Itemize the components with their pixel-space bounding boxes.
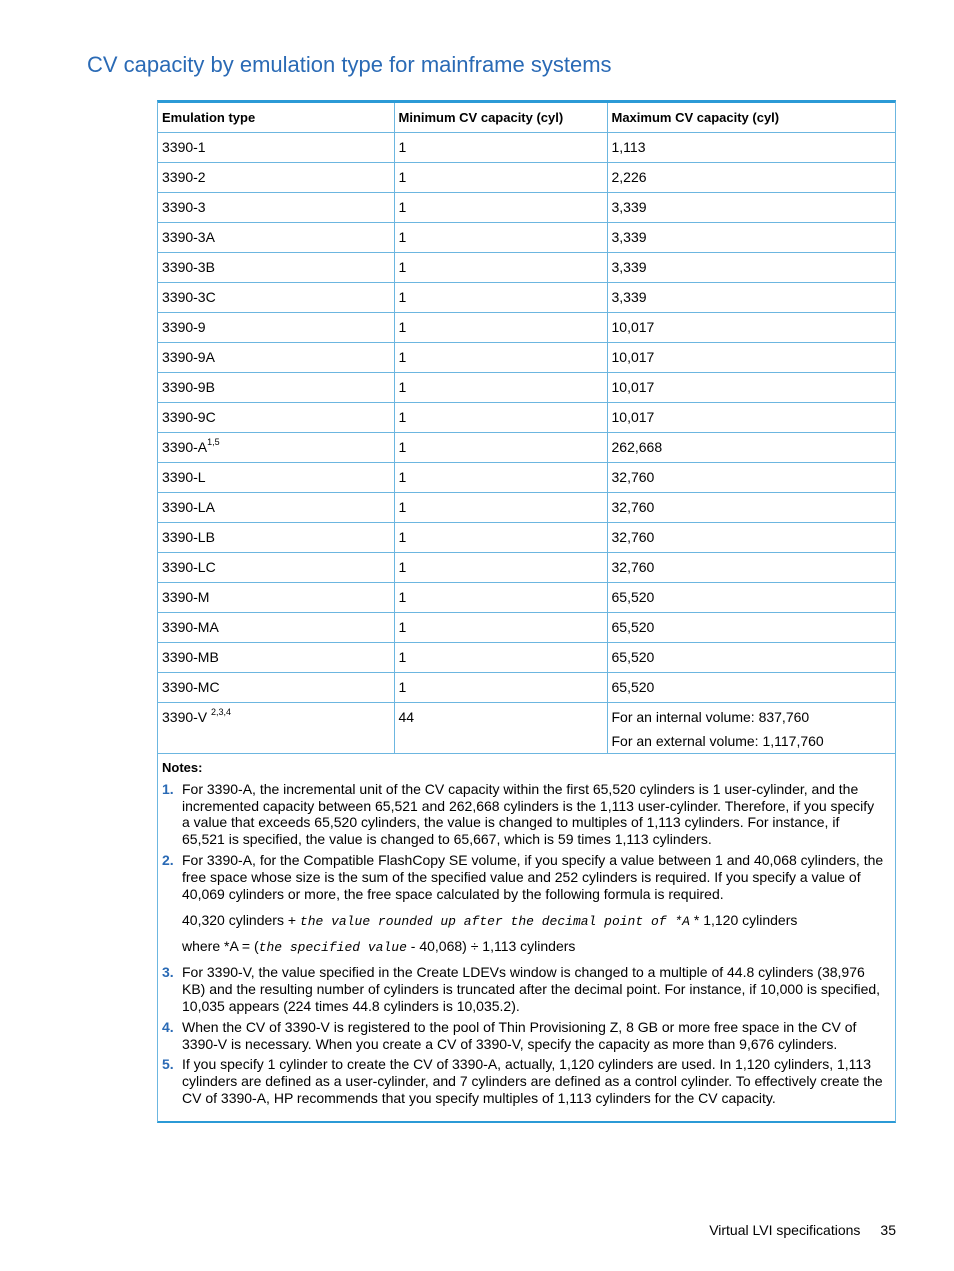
emulation-type-label: 3390-3A bbox=[162, 229, 215, 245]
cell-emulation-type bbox=[158, 643, 394, 673]
cell-emulation-type bbox=[158, 373, 394, 403]
table-row bbox=[158, 403, 895, 433]
cell-max-capacity: 10,017 bbox=[607, 343, 895, 373]
cell-min-capacity: 44 bbox=[394, 703, 607, 754]
cell-max-capacity: 10,017 bbox=[607, 403, 895, 433]
emulation-type-label: 3390-LC bbox=[162, 559, 216, 575]
emulation-type-label: 3390-9A bbox=[162, 349, 215, 365]
cell-max-capacity bbox=[607, 703, 895, 754]
table-row bbox=[158, 463, 895, 493]
footnote-ref: 2,3,4 bbox=[211, 707, 232, 717]
note-text: When the CV of 3390-V is registered to the pool of Thin Provisioning Z, 8 GB or more free space in the CV of 3390-V is necessary. When you create a CV of 3390-V, specify the capacity as more than 9,676 cylinders. bbox=[182, 1018, 857, 1052]
cell-emulation-type bbox=[158, 583, 394, 613]
cell-emulation-type bbox=[158, 223, 394, 253]
cell-emulation-type bbox=[158, 403, 394, 433]
note-number: 3. bbox=[162, 964, 174, 981]
note-number: 4. bbox=[162, 1018, 174, 1035]
table-row bbox=[158, 433, 895, 463]
table-row bbox=[158, 133, 895, 163]
cell-min-capacity: 1 bbox=[394, 673, 607, 703]
note-number: 1. bbox=[162, 780, 174, 797]
cell-max-capacity: 65,520 bbox=[607, 673, 895, 703]
table-row bbox=[158, 673, 895, 703]
emulation-type-label: 3390-3C bbox=[162, 289, 216, 305]
cell-max-capacity: 3,339 bbox=[607, 283, 895, 313]
cell-emulation-type bbox=[158, 163, 394, 193]
cell-max-capacity: 3,339 bbox=[607, 193, 895, 223]
cell-emulation-type bbox=[158, 133, 394, 163]
cell-min-capacity: 1 bbox=[394, 463, 607, 493]
emulation-type-label: 3390-1 bbox=[162, 139, 206, 155]
cell-emulation-type bbox=[158, 703, 394, 754]
cell-min-capacity: 1 bbox=[394, 553, 607, 583]
cell-min-capacity: 1 bbox=[394, 493, 607, 523]
table-row bbox=[158, 493, 895, 523]
table-row bbox=[158, 343, 895, 373]
emulation-type-label: 3390-9 bbox=[162, 319, 206, 335]
note-item bbox=[162, 1056, 885, 1106]
cell-emulation-type bbox=[158, 463, 394, 493]
cell-min-capacity: 1 bbox=[394, 193, 607, 223]
note-number: 2. bbox=[162, 851, 174, 868]
emulation-type-label: 3390-MA bbox=[162, 619, 219, 635]
cell-min-capacity: 1 bbox=[394, 343, 607, 373]
emulation-type-label: 3390-LA bbox=[162, 499, 215, 515]
cell-emulation-type bbox=[158, 313, 394, 343]
cell-max-capacity: 2,226 bbox=[607, 163, 895, 193]
page-number: 35 bbox=[880, 1222, 896, 1238]
formula-line bbox=[182, 934, 885, 960]
emulation-type-label: 3390-MC bbox=[162, 679, 220, 695]
formula-block bbox=[182, 908, 885, 960]
cell-min-capacity: 1 bbox=[394, 373, 607, 403]
cell-max-capacity: 32,760 bbox=[607, 463, 895, 493]
cell-min-capacity: 1 bbox=[394, 133, 607, 163]
cell-max-capacity: 32,760 bbox=[607, 493, 895, 523]
formula-variable: the value rounded up after the decimal point of *A bbox=[299, 914, 690, 930]
cell-min-capacity: 1 bbox=[394, 283, 607, 313]
cell-max-capacity: 10,017 bbox=[607, 373, 895, 403]
cell-min-capacity: 1 bbox=[394, 433, 607, 463]
note-item bbox=[162, 852, 885, 960]
cell-max-capacity: 3,339 bbox=[607, 253, 895, 283]
table-row bbox=[158, 523, 895, 553]
cell-min-capacity: 1 bbox=[394, 313, 607, 343]
emulation-type-label: 3390-3 bbox=[162, 199, 206, 215]
emulation-type-label: 3390-9C bbox=[162, 409, 216, 425]
notes-section bbox=[158, 754, 895, 1121]
table-row bbox=[158, 643, 895, 673]
header-emulation-type: Emulation type bbox=[158, 103, 394, 133]
page-title: CV capacity by emulation type for mainframe systems bbox=[87, 52, 612, 77]
formula-text: * 1,120 cylinders bbox=[689, 912, 798, 929]
cell-emulation-type bbox=[158, 283, 394, 313]
table-row bbox=[158, 223, 895, 253]
formula-variable: the specified value bbox=[258, 940, 407, 956]
cell-min-capacity: 1 bbox=[394, 253, 607, 283]
emulation-type-label: 3390-MB bbox=[162, 649, 219, 665]
cell-emulation-type bbox=[158, 433, 394, 463]
cv-capacity-table bbox=[158, 103, 895, 754]
emulation-type-label: 3390-9B bbox=[162, 379, 215, 395]
page-footer bbox=[709, 1222, 896, 1238]
max-external-volume: For an external volume: 1,117,760 bbox=[611, 733, 824, 749]
table-row bbox=[158, 703, 895, 754]
table-row bbox=[158, 253, 895, 283]
cell-max-capacity: 65,520 bbox=[607, 643, 895, 673]
note-item bbox=[162, 964, 885, 1014]
header-max-capacity: Maximum CV capacity (cyl) bbox=[607, 103, 895, 133]
note-text: For 3390-A, for the Compatible FlashCopy SE volume, if you specify a value between 1 and 40,068 cylinders, the free space whose size is the sum of the specified value and 252 cylinders is required. If you specify a value of 40,069 cylinders or more, the free space calculated by the following formula is required. bbox=[182, 851, 884, 902]
emulation-type-label: 3390-A bbox=[162, 439, 208, 455]
cell-min-capacity: 1 bbox=[394, 523, 607, 553]
emulation-type-label: 3390-3B bbox=[162, 259, 215, 275]
cell-emulation-type bbox=[158, 553, 394, 583]
formula-line bbox=[182, 908, 885, 934]
cell-max-capacity: 1,113 bbox=[607, 133, 895, 163]
table-row bbox=[158, 583, 895, 613]
cell-max-capacity: 10,017 bbox=[607, 313, 895, 343]
table-row bbox=[158, 193, 895, 223]
cell-max-capacity: 65,520 bbox=[607, 583, 895, 613]
max-internal-volume: For an internal volume: 837,760 bbox=[611, 709, 810, 725]
table-row bbox=[158, 553, 895, 583]
note-text: For 3390-V, the value specified in the Create LDEVs window is changed to a multiple of 44.8 cylinders (38,976 KB) and the resulting number of cylinders is truncated after the decimal point. For instance, if 10,000 is specified, 10,035 appears (224 times 44.8 cylinders is 10,035.2). bbox=[182, 964, 881, 1014]
table-header-row bbox=[158, 103, 895, 133]
footer-section-title: Virtual LVI specifications bbox=[709, 1222, 861, 1238]
cell-min-capacity: 1 bbox=[394, 583, 607, 613]
spec-table-frame bbox=[157, 100, 896, 1123]
cell-max-capacity: 262,668 bbox=[607, 433, 895, 463]
cell-min-capacity: 1 bbox=[394, 613, 607, 643]
table-row bbox=[158, 163, 895, 193]
cell-min-capacity: 1 bbox=[394, 223, 607, 253]
emulation-type-label: 3390-M bbox=[162, 589, 210, 605]
cell-emulation-type bbox=[158, 613, 394, 643]
note-text: If you specify 1 cylinder to create the CV of 3390-A, actually, 1,120 cylinders are used. In 1,120 cylinders, 1,113 cylinders are defined as a user-cylinder, and 7 cylinders are defined as a control cylinder. To effectively create the CV of 3390-A, HP recommends that you specify multiples of 1,113 cylinders for the CV capacity. bbox=[182, 1056, 883, 1106]
table-row bbox=[158, 373, 895, 403]
note-number: 5. bbox=[162, 1056, 174, 1073]
cell-emulation-type bbox=[158, 493, 394, 523]
footnote-ref: 1,5 bbox=[207, 437, 220, 447]
emulation-type-label: 3390-V bbox=[162, 709, 212, 725]
note-text: For 3390-A, the incremental unit of the CV capacity within the first 65,520 cylinders is 1 user-cylinder, and the incremented capacity between 65,521 and 262,668 cylinders is the 1,113 user-cylinder. Therefore, if you specify a value that exceeds 65,520 cylinders, the value is changed to multiples of 1,113 cylinders. For instance, if 65,521 is specified, the value is changed to 65,667, which is 59 times 1,113 cylinders. bbox=[182, 780, 875, 848]
table-row bbox=[158, 613, 895, 643]
table-row bbox=[158, 283, 895, 313]
cell-emulation-type bbox=[158, 523, 394, 553]
formula-text: where *A = ( bbox=[182, 938, 259, 955]
emulation-type-label: 3390-L bbox=[162, 469, 206, 485]
cell-min-capacity: 1 bbox=[394, 163, 607, 193]
notes-title: Notes: bbox=[162, 760, 203, 775]
cell-max-capacity: 3,339 bbox=[607, 223, 895, 253]
cell-emulation-type bbox=[158, 193, 394, 223]
table-row bbox=[158, 313, 895, 343]
note-item bbox=[162, 781, 885, 848]
cell-emulation-type bbox=[158, 343, 394, 373]
notes-list bbox=[162, 781, 885, 1107]
formula-text: - 40,068) ÷ 1,113 cylinders bbox=[406, 938, 576, 955]
formula-text: 40,320 cylinders + bbox=[182, 912, 300, 929]
cell-max-capacity: 32,760 bbox=[607, 553, 895, 583]
note-item bbox=[162, 1019, 885, 1053]
emulation-type-label: 3390-LB bbox=[162, 529, 215, 545]
cell-min-capacity: 1 bbox=[394, 643, 607, 673]
cell-emulation-type bbox=[158, 673, 394, 703]
cell-min-capacity: 1 bbox=[394, 403, 607, 433]
cell-max-capacity: 32,760 bbox=[607, 523, 895, 553]
cell-emulation-type bbox=[158, 253, 394, 283]
emulation-type-label: 3390-2 bbox=[162, 169, 206, 185]
cell-max-capacity: 65,520 bbox=[607, 613, 895, 643]
header-min-capacity: Minimum CV capacity (cyl) bbox=[394, 103, 607, 133]
